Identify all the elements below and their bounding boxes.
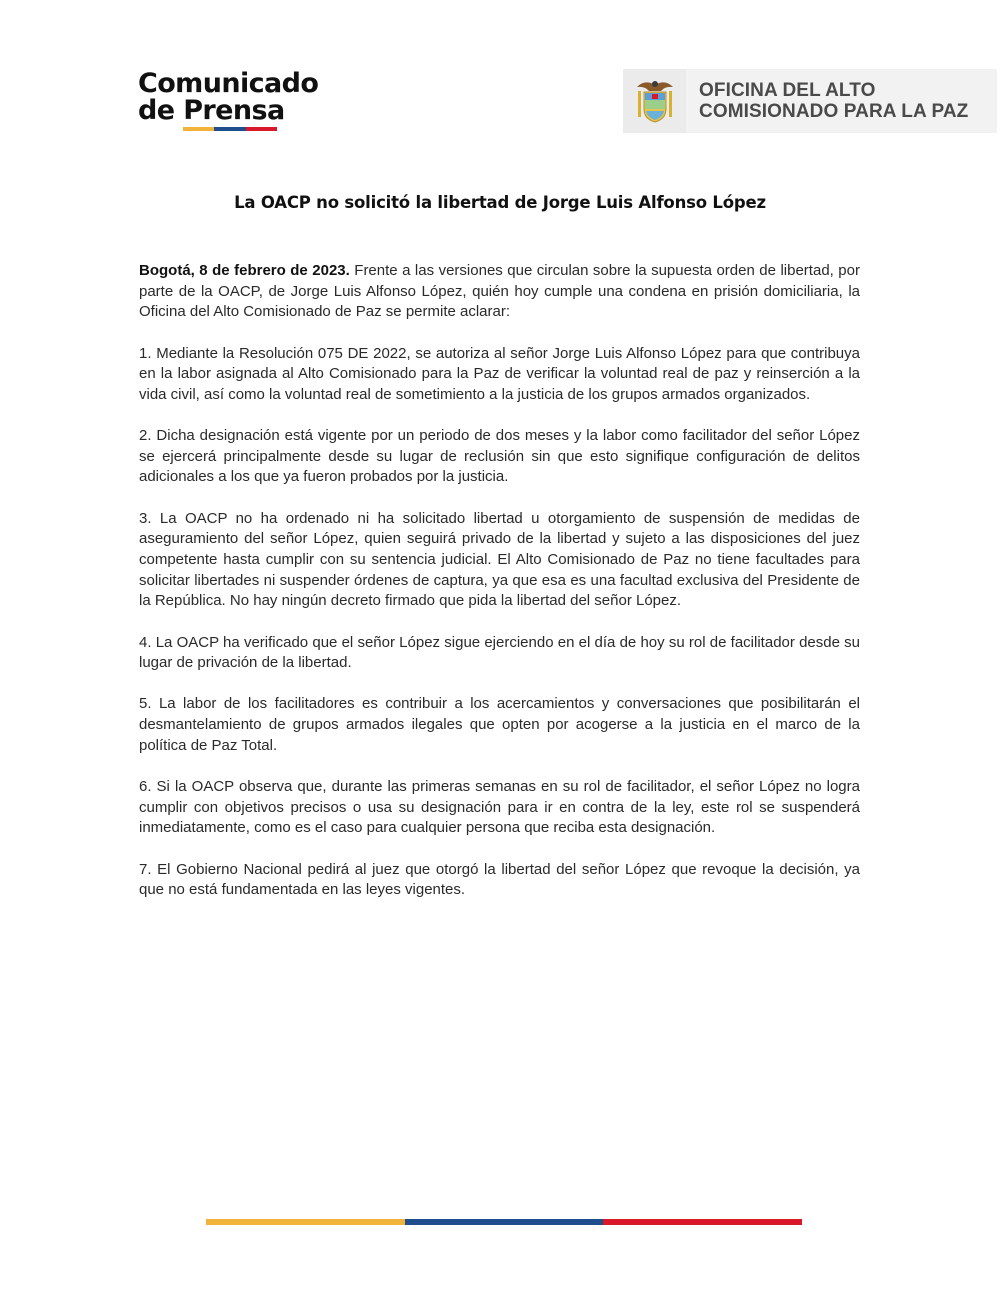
brand-title-line2: de Prensa — [138, 95, 285, 126]
point-1: 1. Mediante la Resolución 075 DE 2022, se autoriza al señor Jorge Luis Alfonso López para que contribuya en la labor asignada al Alto Comisionado para la Paz de verificar la voluntad real de paz y reinserción a la vida civil, así como la voluntad real de sometimiento a la justicia de los grupos armados organizados. — [139, 344, 860, 403]
document-body — [139, 261, 860, 922]
intro-text: Frente a las versiones que circulan sobre la supuesta orden de libertad, por parte de la OACP, de Jorge Luis Alfonso López, quién hoy cumple una condena en prisión domiciliaria, la Oficina del Alto Comisionado de Paz se permite aclarar: — [139, 262, 860, 321]
brand-title-line1: Comunicado — [138, 68, 319, 99]
office-name-line1: OFICINA DEL ALTO — [699, 80, 876, 101]
colombia-coat-of-arms-icon — [623, 69, 686, 133]
office-name — [686, 80, 968, 122]
footer-bar-blue — [405, 1219, 604, 1225]
footer-tricolor-bar — [206, 1219, 802, 1225]
point-3: 3. La OACP no ha ordenado ni ha solicitado libertad u otorgamiento de suspensión de medidas de aseguramiento del señor López, quien seguirá privado de la libertad y sujeto a las disposiciones del juez competente hasta cumplir con su sentencia judicial. El Alto Comisionado de Paz no tiene facultades para solicitar libertades ni suspender órdenes de captura, ya que esa es una facultad exclusiva del Presidente de la República. No hay ningún decreto firmado que pida la libertad del señor López. — [139, 509, 860, 610]
office-logo — [623, 69, 997, 133]
brand-tricolor-underline — [183, 127, 277, 131]
point-2: 2. Dicha designación está vigente por un periodo de dos meses y la labor como facilitador del señor López se ejercerá principalmente desde su lugar de reclusión sin que esto signifique configuración de delitos adicionales a los que ya fueron probados por la justicia. — [139, 427, 860, 486]
underline-yellow — [183, 127, 214, 131]
dateline: Bogotá, 8 de febrero de 2023. — [139, 262, 350, 279]
footer-bar-yellow — [206, 1219, 405, 1225]
press-release-brand — [138, 70, 318, 124]
document-title: La OACP no solicitó la libertad de Jorge Luis Alfonso López — [234, 193, 766, 212]
office-name-line2: COMISIONADO PARA LA PAZ — [699, 101, 969, 122]
intro-paragraph — [139, 261, 860, 323]
point-6: 6. Si la OACP observa que, durante las primeras semanas en su rol de facilitador, el señor López no logra cumplir con objetivos precisos o usa su designación para ir en contra de la ley, este rol se suspenderá inmediatamente, como es el caso para cualquier persona que reciba esta designación. — [139, 778, 860, 837]
point-4: 4. La OACP ha verificado que el señor López sigue ejerciendo en el día de hoy su rol de facilitador desde su lugar de privación de la libertad. — [139, 633, 860, 672]
point-5: 5. La labor de los facilitadores es contribuir a los acercamientos y conversaciones que posibilitarán el desmantelamiento de grupos armados ilegales que opten por acogerse a la justicia en el marco de la política de Paz Total. — [139, 695, 860, 754]
underline-blue — [214, 127, 245, 131]
underline-red — [246, 127, 277, 131]
point-7: 7. El Gobierno Nacional pedirá al juez que otorgó la libertad del señor López que revoque la decisión, ya que no está fundamentada en las leyes vigentes. — [139, 860, 860, 899]
footer-bar-red — [603, 1219, 802, 1225]
